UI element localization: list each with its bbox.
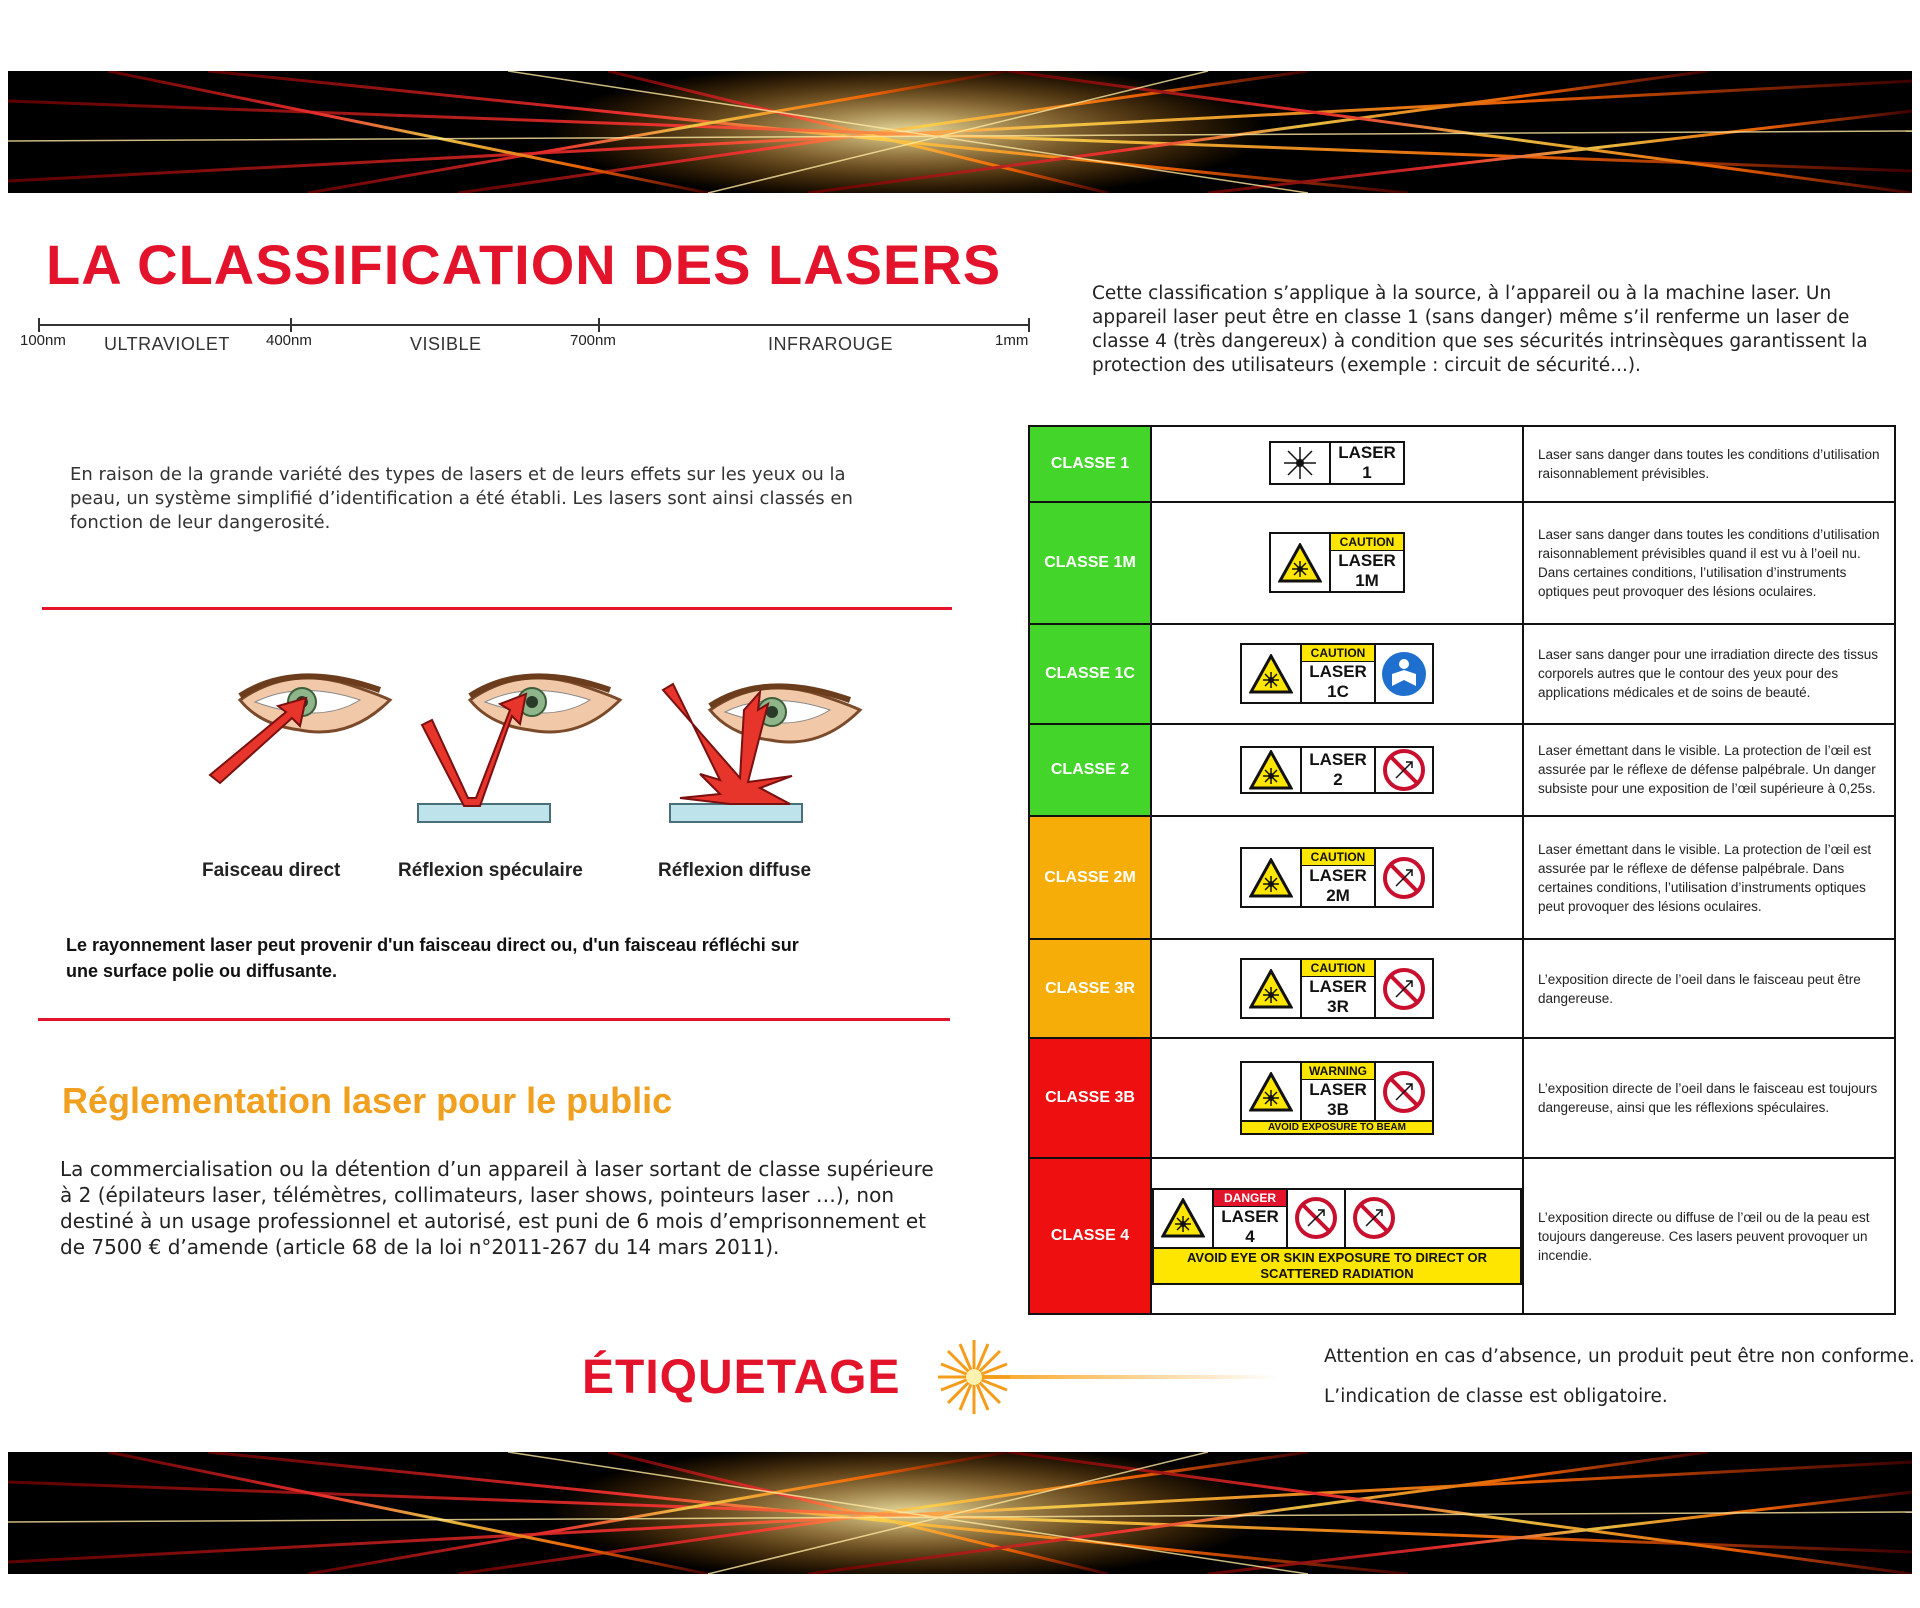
class-row [1029,816,1895,939]
label-text [1331,443,1403,483]
label-line-1: LASER [1309,1080,1367,1100]
label-line-1: LASER [1338,442,1396,462]
laser-hazard-icon [1154,1190,1214,1247]
spectrum-band: VISIBLE [410,334,482,354]
label-line-2: 4 [1245,1226,1255,1246]
warning-label-cell [1151,426,1523,502]
warning-label-cell [1151,939,1523,1038]
caption-specular-reflection: Réflexion spéculaire [398,860,583,881]
label-line-1: LASER [1221,1206,1279,1226]
label-text [1302,748,1374,792]
caption-diffuse-reflection: Réflexion diffuse [658,860,812,881]
label-text [1302,849,1374,906]
warning-label-cell [1151,624,1523,723]
label-signal-word: CAUTION [1302,960,1374,977]
label-signal-word: CAUTION [1302,645,1374,662]
divider-red [42,607,952,610]
class-description: Laser sans danger dans toutes les conditions d’utilisation raisonnablement prévisibles quand il est vu à l’oeil nu. Dans certaines conditions, l’utilisation d’instruments optiques peut provoquer des lésions oculaires. [1523,502,1895,625]
warning-label [1240,847,1434,908]
caption-direct-beam: Faisceau direct [202,860,341,881]
warning-label [1240,958,1434,1019]
spectrum-tick [290,318,292,332]
class-row [1029,724,1895,817]
spectrum-axis [38,324,1030,326]
warning-label [1269,532,1405,593]
label-line-1: LASER [1309,866,1367,886]
spectrum-band: ULTRAVIOLET [104,334,230,354]
eye-illustration-diffuse [710,686,860,742]
spectrum-band: INFRAROUGE [768,334,894,354]
class-description: Laser sans danger pour une irradiation directe des tissus corporels autres que le contour des yeux pour des applications médicales et de soins de beauté. [1523,624,1895,723]
no-optical-viewing-icon [1374,748,1432,792]
class-name: CLASSE 1 [1029,426,1151,502]
warning-label-cell [1151,502,1523,625]
class-row [1029,939,1895,1038]
label-line-2: 1 [1362,462,1372,482]
class-row [1029,1038,1895,1158]
class-row [1029,1158,1895,1314]
label-line-2: 3R [1327,997,1349,1017]
no-optical-viewing-icon [1374,960,1432,1017]
eye-illustration-direct [240,676,390,732]
laser-hazard-icon [1271,534,1331,591]
spectrum-mark: 700nm [570,332,616,349]
class-description: Laser émettant dans le visible. La protection de l’œil est assurée par le réflexe de défense palpébrale. Un danger subsiste pour une exposition de l’œil supérieure à 0,25s. [1523,724,1895,817]
read-manual-icon [1374,645,1432,702]
label-signal-word: DANGER [1214,1190,1286,1207]
reflection-illustrations [200,670,880,840]
label-line-2: 1M [1355,571,1379,591]
class-description: Laser sans danger dans toutes les conditions d’utilisation raisonnablement prévisibles. [1523,426,1895,502]
label-signal-word: WARNING [1302,1063,1374,1080]
divider-red [38,1018,950,1021]
class-description: L’exposition directe de l’oeil dans le faisceau est toujours dangereuse, ainsi que les réflexions spéculaires. [1523,1038,1895,1158]
label-line-1: LASER [1309,977,1367,997]
warning-label-cell [1151,1038,1523,1158]
no-skin-exposure-icon [1344,1190,1402,1247]
label-text [1331,534,1403,591]
class-name: CLASSE 3B [1029,1038,1151,1158]
spectrum-mark: 400nm [266,332,312,349]
label-line-1: LASER [1309,662,1367,682]
label-line-2: 1C [1327,682,1349,702]
spectrum-tick [38,318,40,332]
no-optical-viewing-icon [1286,1190,1344,1247]
class-row [1029,426,1895,502]
class-name: CLASSE 2M [1029,816,1151,939]
regulation-text: La commercialisation ou la détention d’un appareil à laser sortant de classe supérieure à 2 (épilateurs laser, télémètres, collimateurs, laser shows, pointeurs laser …), non destiné à un usage professionnel et autorisé, est puni de 6 mois d’emprisonnement et de 7500 € d’amende (article 68 de la loi n°2011-267 du 14 mars 2011). [60,1157,934,1259]
warning-label [1240,1061,1434,1135]
laser-class-table [1028,425,1896,1315]
class-name: CLASSE 2 [1029,724,1151,817]
label-footer: AVOID EYE OR SKIN EXPOSURE TO DIRECT OR SCATTERED RADIATION [1154,1247,1520,1283]
label-footer: AVOID EXPOSURE TO BEAM [1242,1120,1432,1133]
laser-hazard-icon [1242,1063,1302,1120]
label-text [1302,1063,1374,1120]
no-optical-viewing-icon [1374,849,1432,906]
label-signal-word: CAUTION [1331,534,1403,551]
label-line-2: 3B [1327,1100,1349,1120]
no-optical-viewing-icon [1374,1063,1432,1120]
warning-label-cell [1151,816,1523,939]
warning-label [1269,441,1405,485]
label-line-1: LASER [1338,551,1396,571]
warning-label [1240,643,1434,704]
warning-label-cell [1151,1158,1523,1314]
class-description: L’exposition directe ou diffuse de l’œil ou de la peau est toujours dangereuse. Ces lasers peuvent provoquer un incendie. [1523,1158,1895,1314]
labeling-line-2: L’indication de classe est obligatoire. [1324,1386,1668,1407]
label-signal-word: CAUTION [1302,849,1374,866]
warning-label [1152,1188,1522,1285]
class-name: CLASSE 1C [1029,624,1151,723]
spectrum-scale [20,318,1030,358]
spectrum-mark: 100nm [20,332,66,349]
label-text [1302,960,1374,1017]
class-description: Laser émettant dans le visible. La protection de l’œil est assurée par le réflexe de défense palpébrale. Dans certaines conditions, l’utilisation d’instruments optiques peut provoquer des lésions oculaires. [1523,816,1895,939]
class-name: CLASSE 1M [1029,502,1151,625]
spectrum-tick [1028,318,1030,332]
labeling-title: ÉTIQUETAGE [582,1351,901,1404]
laser-hazard-icon [1242,645,1302,702]
classification-note: Cette classification s’applique à la source, à l’appareil ou à la machine laser. Un appareil laser peut être en classe 1 (sans danger) même s’il renferme un laser de classe 4 (très dangereux) à condition que ses sécurités intrinsèques garantissent la protection des utilisateurs (exemple : circuit de sécurité...). [1092,283,1868,376]
label-line-2: 2 [1333,769,1343,789]
class-name: CLASSE 3R [1029,939,1151,1038]
intro-paragraph: En raison de la grande variété des types de lasers et de leurs effets sur les yeux ou la peau, un système simplifié d’identification a été établi. Les lasers sont ainsi classés en fonction de leur dangerosité. [70,464,853,533]
spectrum-mark: 1mm [995,332,1029,349]
warning-label [1240,746,1434,794]
bottom-laser-banner [8,1452,1912,1574]
top-laser-banner [8,71,1912,193]
class-name: CLASSE 4 [1029,1158,1151,1314]
spectrum-tick [598,318,600,332]
page-title: LA CLASSIFICATION DES LASERS [46,233,1002,296]
laser-burst-icon [1271,443,1331,483]
label-line-1: LASER [1309,749,1367,769]
laser-starburst-icon [938,1338,1278,1418]
regulation-title: Réglementation laser pour le public [62,1080,673,1121]
warning-label-cell [1151,724,1523,817]
class-row [1029,502,1895,625]
label-text [1302,645,1374,702]
laser-hazard-icon [1242,960,1302,1017]
reflection-note: Le rayonnement laser peut provenir d'un faisceau direct ou, d'un faisceau réfléchi sur une surface polie ou diffusante. [66,935,799,981]
label-text [1214,1190,1286,1247]
eye-illustration-specular [470,676,620,732]
class-description: L’exposition directe de l’oeil dans le faisceau peut être dangereuse. [1523,939,1895,1038]
class-row [1029,624,1895,723]
laser-hazard-icon [1242,849,1302,906]
labeling-line-1: Attention en cas d’absence, un produit peut être non conforme. [1324,1346,1915,1367]
laser-hazard-icon [1242,748,1302,792]
label-line-2: 2M [1326,886,1350,906]
